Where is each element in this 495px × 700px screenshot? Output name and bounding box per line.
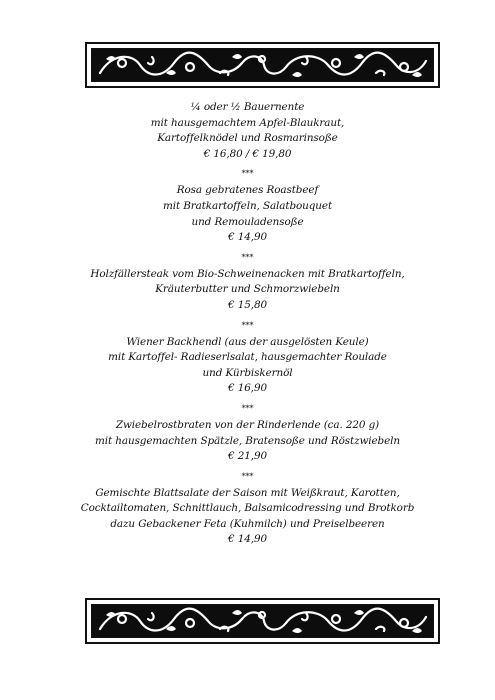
dish-price: € 15,80 — [228, 298, 267, 311]
menu-item — [0, 418, 495, 465]
dish-price: € 14,90 — [228, 231, 267, 244]
dish-line: mit hausgemachten Spätzle, Bratensoße und Röstzwiebeln — [95, 434, 400, 447]
ornamental-border-bottom — [85, 598, 440, 644]
dish-line: Wiener Backhendl (aus der ausgelösten Keule) — [126, 335, 369, 348]
menu-item — [0, 267, 495, 314]
dish-line: Rosa gebratenes Roastbeef — [176, 184, 319, 197]
dish-line: mit hausgemachtem Apfel-Blaukraut, — [150, 116, 345, 129]
dish-line: Zwiebelrostbraten von der Rinderlende (ca. 220 g) — [115, 418, 380, 431]
dish-price: € 16,90 — [228, 382, 267, 395]
menu-list — [0, 100, 495, 548]
dish-price: € 16,80 / € 19,80 — [203, 147, 292, 160]
separator: *** — [241, 252, 254, 262]
separator: *** — [241, 320, 254, 330]
separator: *** — [241, 471, 254, 481]
dish-line: Kräuterbutter und Schmorzwiebeln — [155, 283, 340, 296]
ornament-scroll-icon — [92, 605, 433, 637]
dish-line: Gemischte Blattsalate der Saison mit Weißkraut, Karotten, — [95, 486, 400, 499]
dish-price: € 14,90 — [228, 533, 267, 546]
menu-item — [0, 335, 495, 397]
ornamental-border-top — [85, 42, 440, 88]
menu-item — [0, 100, 495, 162]
dish-line: ¼ oder ½ Bauernente — [190, 101, 305, 113]
dish-line: und Kürbiskernöl — [202, 366, 293, 379]
dish-line: Cocktailtomaten, Schnittlauch, Balsamicodressing und Brotkorb — [80, 502, 415, 515]
dish-line: mit Kartoffel- Radieserlsalat, hausgemachter Roulade — [108, 351, 387, 364]
menu-item — [0, 183, 495, 245]
dish-line: Holzfällersteak vom Bio-Schweinenacken mit Bratkartoffeln, — [90, 267, 405, 280]
dish-price: € 21,90 — [228, 450, 267, 463]
menu-item — [0, 486, 495, 548]
separator: *** — [241, 169, 254, 179]
ornament-scroll-icon — [92, 49, 433, 81]
dish-line: mit Bratkartoffeln, Salatbouquet — [162, 199, 333, 212]
dish-line: und Remouladensoße — [191, 215, 304, 228]
separator: *** — [241, 403, 254, 413]
dish-line: dazu Gebackener Feta (Kuhmilch) und Preiselbeeren — [110, 517, 385, 530]
dish-line: Kartoffelknödel und Rosmarinsoße — [157, 132, 338, 145]
